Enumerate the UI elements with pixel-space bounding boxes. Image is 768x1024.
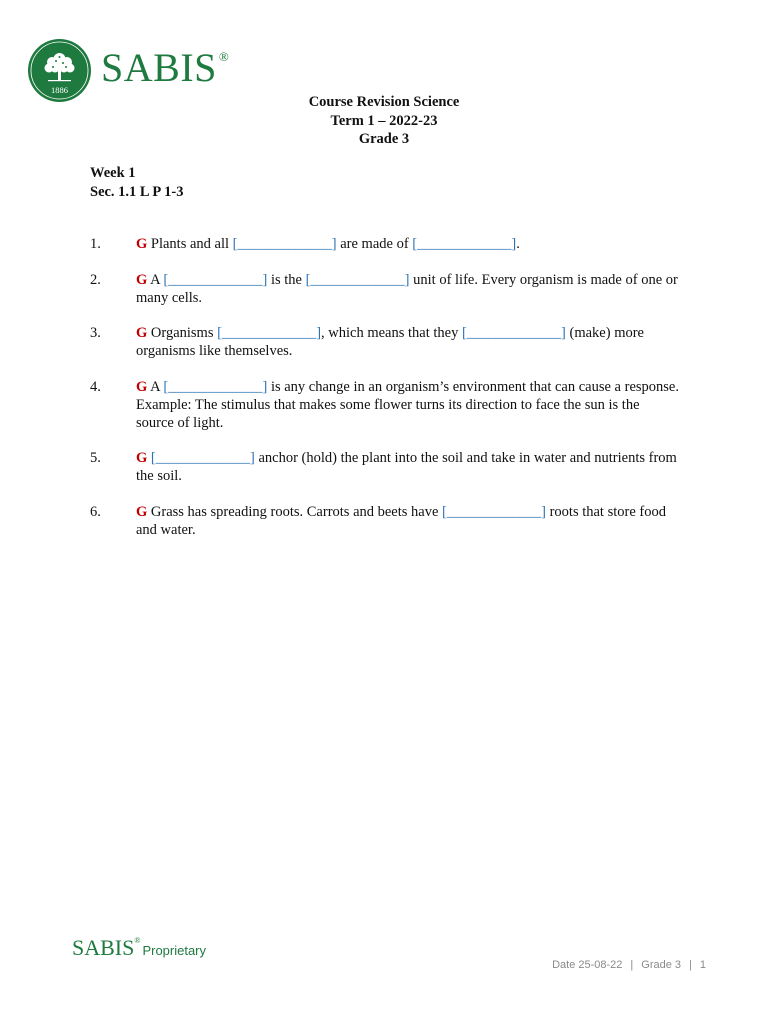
text-segment: is the bbox=[267, 271, 306, 288]
answer-blank[interactable]: [_____________] bbox=[232, 236, 337, 252]
question-list bbox=[90, 235, 680, 556]
footer-brand-name: SABIS bbox=[72, 935, 135, 960]
term-label: Term 1 – 2022-23 bbox=[330, 112, 438, 129]
question-item bbox=[90, 324, 680, 360]
text-segment: Organisms bbox=[150, 325, 218, 341]
footer-registered-mark: ® bbox=[134, 936, 141, 945]
footer-proprietary: Proprietary bbox=[142, 943, 207, 958]
text-segment: anchor (hold) the plant into the soil and take in water and nutrients from the soil. bbox=[136, 450, 677, 484]
grade-label: Grade 3 bbox=[358, 131, 410, 147]
text-segment: (make) more organisms like themselves. bbox=[136, 325, 644, 359]
question-item bbox=[90, 271, 680, 307]
answer-blank[interactable]: [_____________] bbox=[412, 236, 517, 252]
seal-year: 1886 bbox=[51, 85, 68, 95]
question-tag: G bbox=[136, 236, 148, 252]
question-text bbox=[136, 324, 680, 360]
footer-grade: Grade 3 bbox=[641, 959, 682, 971]
question-text bbox=[136, 503, 680, 539]
answer-blank[interactable]: [_____________] bbox=[305, 271, 410, 288]
text-segment: A bbox=[150, 271, 164, 288]
footer-brand bbox=[72, 935, 140, 961]
question-item bbox=[90, 449, 680, 485]
answer-blank[interactable]: [_____________] bbox=[163, 271, 268, 288]
question-text bbox=[136, 271, 680, 307]
logo-wordmark bbox=[101, 44, 229, 91]
text-segment: unit of life. Every organism is made of one or many cells. bbox=[136, 271, 678, 306]
document-header bbox=[0, 93, 768, 149]
text-segment: A bbox=[150, 378, 164, 395]
text-segment: roots that store food and water. bbox=[136, 503, 666, 538]
question-item bbox=[90, 503, 680, 539]
question-tag: G bbox=[136, 271, 148, 288]
footer-logo bbox=[72, 935, 206, 961]
section-label: Sec. 1.1 L P 1-3 bbox=[90, 184, 184, 200]
question-item bbox=[90, 378, 680, 432]
logo-name: SABIS bbox=[101, 45, 217, 90]
answer-blank[interactable]: [_____________] bbox=[442, 503, 546, 520]
text-segment: , which means that they bbox=[321, 325, 462, 341]
question-number: 4. bbox=[90, 378, 101, 395]
page-number: 1 bbox=[699, 959, 706, 971]
text-segment: is any change in an organism’s environment that can cause a response. bbox=[267, 378, 679, 395]
section-heading bbox=[90, 164, 183, 202]
text-segment: Grass has spreading roots. Carrots and beets have bbox=[150, 503, 443, 520]
answer-blank[interactable]: [_____________] bbox=[150, 450, 255, 466]
registered-mark: ® bbox=[218, 49, 230, 64]
question-number: 6. bbox=[90, 503, 101, 520]
week-label: Week 1 bbox=[90, 165, 136, 181]
footer-separator: | bbox=[630, 959, 634, 971]
course-title: Course Revision Science bbox=[308, 94, 460, 110]
question-number: 2. bbox=[90, 271, 101, 288]
question-tag: G bbox=[136, 450, 148, 466]
footer-separator: | bbox=[689, 959, 692, 971]
question-text bbox=[136, 449, 680, 485]
footer-date: Date 25-08-22 bbox=[552, 959, 623, 971]
question-text bbox=[136, 378, 680, 432]
question-tag: G bbox=[136, 378, 148, 395]
question-number: 3. bbox=[90, 325, 101, 341]
question-text bbox=[136, 235, 680, 253]
example-text: Example: The stimulus that makes some flower turns its direction to face the sun is the source of light. bbox=[136, 396, 640, 431]
text-segment: . bbox=[516, 236, 520, 252]
question-number: 1. bbox=[90, 236, 101, 252]
question-number: 5. bbox=[90, 450, 101, 466]
question-tag: G bbox=[136, 325, 148, 341]
answer-blank[interactable]: [_____________] bbox=[163, 378, 268, 395]
text-segment: Plants and all bbox=[150, 236, 233, 252]
answer-blank[interactable]: [_____________] bbox=[461, 325, 566, 341]
question-item bbox=[90, 235, 680, 253]
question-tag: G bbox=[136, 503, 148, 520]
footer-info bbox=[552, 959, 706, 971]
text-segment: are made of bbox=[336, 236, 413, 252]
answer-blank[interactable]: [_____________] bbox=[217, 325, 322, 341]
